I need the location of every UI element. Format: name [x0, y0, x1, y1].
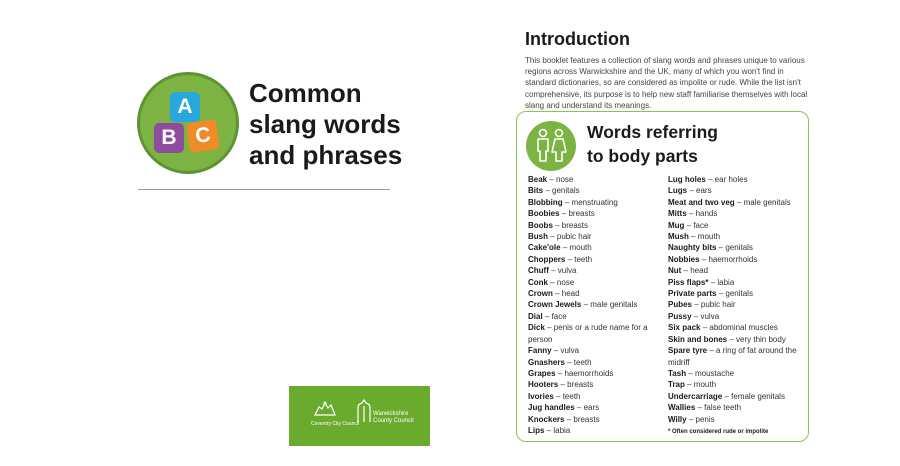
slang-meaning: – very thin body [727, 334, 786, 344]
slang-entry [528, 197, 658, 208]
slang-entry [668, 288, 806, 299]
slang-entry [668, 277, 806, 288]
slang-meaning: – mouth [684, 380, 717, 390]
slang-term: Lips [528, 425, 545, 435]
slang-meaning: – mouth [560, 243, 592, 253]
slang-term: Undercarriage [668, 391, 723, 401]
slang-term: Nut [668, 266, 682, 276]
slang-entry [668, 220, 806, 231]
slang-term: Ivories [528, 391, 554, 401]
slang-term: Mitts [668, 209, 687, 219]
abc-blocks-logo [137, 72, 239, 174]
footnote: * Often considered rude or impolite [668, 428, 769, 435]
slang-meaning: – genitals [716, 243, 753, 253]
slang-meaning: – head [681, 266, 709, 276]
slang-meaning: – ear holes [705, 175, 748, 184]
slang-meaning: – face [542, 311, 567, 321]
slang-meaning: – ears [687, 186, 712, 196]
slang-term: Cake'ole [528, 243, 561, 253]
slang-meaning: – head [552, 289, 580, 299]
slang-term: Grapes [528, 368, 556, 378]
block-b-icon: B [154, 123, 184, 153]
slang-meaning: – female genitals [722, 391, 785, 401]
slang-meaning: – breasts [559, 209, 595, 219]
slang-term: Mug [668, 220, 685, 230]
slang-entry [528, 322, 658, 345]
slang-term: Meat and two veg [668, 197, 735, 207]
slang-meaning: – abdominal muscles [700, 323, 778, 333]
slang-entry [668, 345, 806, 368]
slang-meaning: – penis [686, 414, 715, 424]
slang-meaning: – breasts [564, 414, 600, 424]
slang-entry [528, 277, 658, 288]
coventry-elephant-icon [313, 399, 337, 419]
slang-entry [668, 242, 806, 253]
slang-meaning: – breasts [552, 220, 589, 230]
slang-term: Lugs [668, 186, 688, 196]
slang-term: Pubes [668, 300, 693, 310]
block-a-icon: A [170, 92, 200, 122]
slang-term: Bits [528, 186, 544, 196]
cover-title-line: slang words [249, 109, 401, 139]
slang-term: Beak [528, 175, 548, 184]
slang-term: Willy [668, 414, 687, 424]
slang-term: Knockers [528, 414, 565, 424]
slang-entry [528, 288, 658, 299]
slang-term: Fanny [528, 346, 552, 356]
panel-title-line: Words referring [587, 122, 718, 142]
council-logos [289, 386, 430, 446]
slang-entry [668, 185, 806, 196]
slang-term: Tash [668, 368, 687, 378]
slang-entry [668, 334, 806, 345]
slang-meaning: – ears [574, 403, 600, 413]
slang-entry [668, 231, 806, 242]
slang-meaning: – penis or a rude name for a person [528, 323, 648, 344]
slang-term: Lug holes [668, 175, 706, 184]
slang-term: Six pack [668, 323, 701, 333]
slang-term: Nobbies [668, 254, 700, 264]
block-c-icon: C [186, 119, 220, 153]
slang-meaning: – moustache [686, 368, 735, 378]
slang-meaning: – male genitals [581, 300, 638, 310]
slang-term: Spare tyre [668, 346, 708, 356]
slang-meaning: – teeth [564, 357, 592, 367]
slang-entry [668, 254, 806, 265]
slang-entry [668, 322, 806, 333]
slang-term: Conk [528, 277, 548, 287]
slang-term: Choppers [528, 254, 566, 264]
slang-meaning: – male genitals [734, 197, 791, 207]
slang-meaning: – a ring of fat around the midriff [668, 346, 797, 367]
slang-meaning: – face [684, 220, 709, 230]
slang-entry [528, 414, 658, 425]
body-parts-panel [516, 111, 809, 442]
left-term-list [528, 174, 658, 436]
man-woman-icon [526, 121, 576, 171]
intro-paragraph: This booklet features a collection of slang words and phrases unique to various regions across Warwickshire and the UK, many of which you won't find in standard dictionaries, so are considered as impolite or rude. While the list isn't comprehensive, its purpose is to help new staff familiarise themselves with local slang and understand its meanings. [525, 56, 808, 110]
panel-title-line: to body parts [587, 146, 698, 166]
slang-entry [668, 379, 806, 390]
slang-entry [528, 208, 658, 219]
slang-entry [668, 414, 806, 425]
slang-term: Skin and bones [668, 334, 728, 344]
coventry-logo-text: Coventry City Council [311, 421, 360, 427]
cover-title [249, 78, 429, 171]
slang-entry [528, 368, 658, 379]
slang-entry [528, 357, 658, 368]
slang-meaning: – pubic hair [548, 232, 592, 242]
slang-term: Dick [528, 323, 545, 333]
slang-entry [528, 220, 658, 231]
slang-meaning: – teeth [553, 391, 581, 401]
slang-term: Mush [668, 232, 689, 242]
warwickshire-logo-line: County Council [373, 418, 414, 424]
slang-term: Pussy [668, 311, 692, 321]
slang-term: Gnashers [528, 357, 565, 367]
slang-meaning: – haemorrhoids [555, 368, 614, 378]
people-figures-icon [526, 121, 576, 171]
slang-meaning: – hands [686, 209, 718, 219]
slang-entry [668, 197, 806, 208]
warwickshire-logo-text [373, 411, 414, 425]
slang-entry [528, 299, 658, 310]
slang-entry [668, 208, 806, 219]
slang-meaning: – breasts [558, 380, 594, 390]
slang-entry [668, 311, 806, 322]
slang-entry [528, 242, 658, 253]
slang-term: Boobies [528, 209, 560, 219]
slang-meaning: – menstruating [562, 197, 618, 207]
slang-meaning: – vulva [691, 311, 720, 321]
slang-entry [668, 368, 806, 379]
intro-heading: Introduction [525, 29, 630, 49]
slang-meaning: – nose [548, 277, 575, 287]
slang-meaning: – vulva [551, 346, 580, 356]
slang-term: Private parts [668, 289, 717, 299]
slang-meaning: – nose [547, 175, 574, 184]
slang-term: Chuff [528, 266, 549, 276]
slang-meaning: – genitals [716, 289, 753, 299]
slang-entry [668, 299, 806, 310]
slang-entry [668, 265, 806, 276]
slang-entry [528, 345, 658, 356]
slang-term: Trap [668, 380, 685, 390]
slang-entry [528, 425, 658, 436]
slang-meaning: – genitals [543, 186, 580, 196]
cover-divider [138, 189, 390, 190]
slang-term: Crown [528, 289, 553, 299]
slang-entry [528, 254, 658, 265]
cover-title-line: and phrases [249, 140, 403, 170]
slang-meaning: – vulva [548, 266, 577, 276]
slang-entry [528, 379, 658, 390]
slang-meaning: – false teeth [695, 403, 742, 413]
slang-term: Bush [528, 232, 548, 242]
warwickshire-bear-icon [355, 398, 373, 424]
warwickshire-logo-line: Warwickshire [373, 411, 409, 417]
slang-entry [528, 185, 658, 196]
slang-entry [668, 391, 806, 402]
slang-entry [528, 231, 658, 242]
slang-meaning: – haemorrhoids [699, 254, 758, 264]
panel-title [587, 120, 787, 168]
slang-term: Jug handles [528, 403, 575, 413]
slang-term: Dial [528, 311, 543, 321]
slang-entry [668, 402, 806, 413]
slang-term: Crown Jewels [528, 300, 582, 310]
slang-entry [528, 402, 658, 413]
slang-term: Blobbing [528, 197, 563, 207]
slang-meaning: – mouth [688, 232, 721, 242]
slang-term: Wallies [668, 403, 696, 413]
cover-title-line: Common [249, 78, 362, 108]
slang-meaning: – labia [708, 277, 735, 287]
slang-meaning: – pubic hair [692, 300, 736, 310]
slang-term: Boobs [528, 220, 553, 230]
slang-term: Hooters [528, 380, 559, 390]
slang-entry [528, 265, 658, 276]
slang-entry [528, 391, 658, 402]
slang-meaning: – labia [544, 425, 571, 435]
slang-entry [528, 174, 658, 185]
right-term-list [668, 174, 806, 437]
slang-entry [528, 311, 658, 322]
slang-term: Naughty bits [668, 243, 717, 253]
slang-entry [668, 174, 806, 185]
slang-term: Piss flaps* [668, 277, 709, 287]
slang-meaning: – teeth [565, 254, 593, 264]
